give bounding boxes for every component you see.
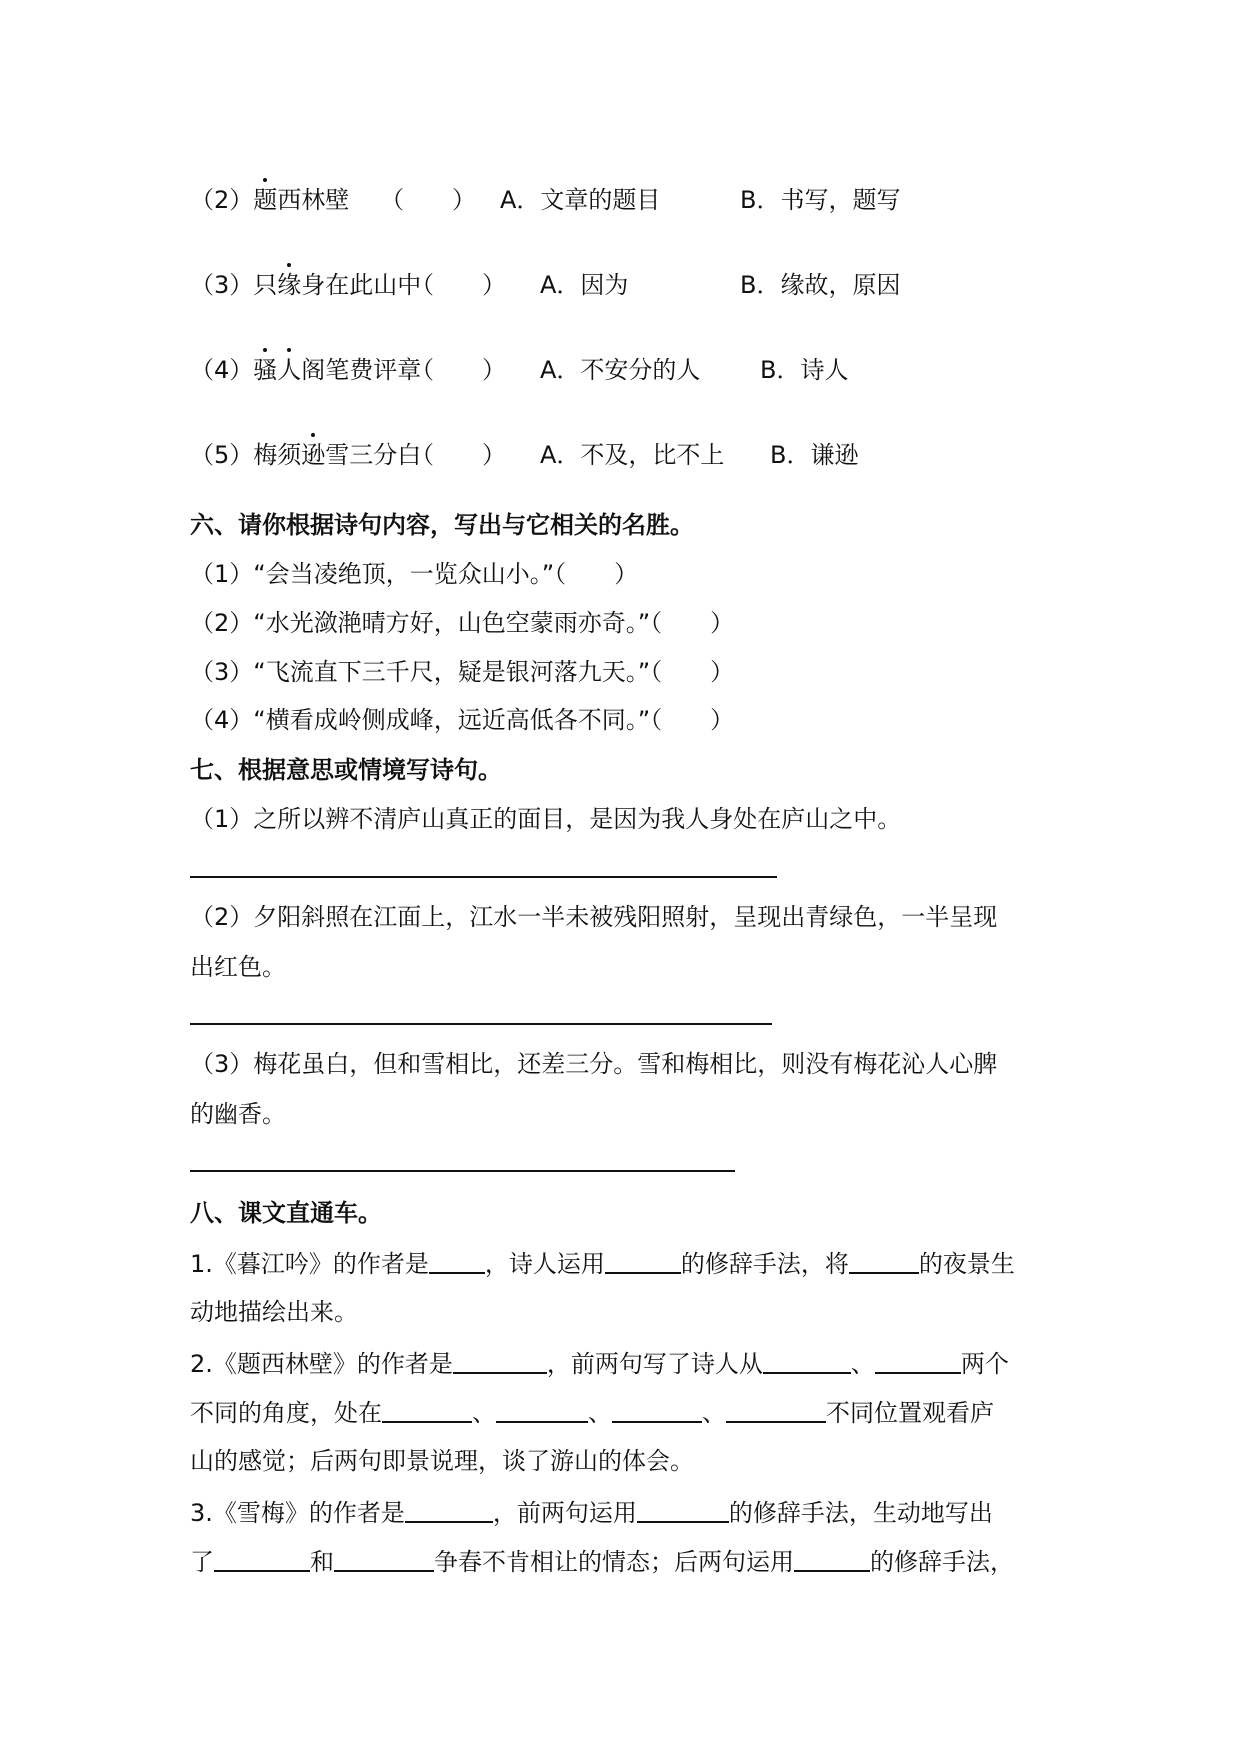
fill-blank[interactable] [875, 1348, 961, 1374]
question-text: 了 [190, 1548, 214, 1576]
fill-blank[interactable] [794, 1546, 870, 1572]
section-8-heading: 八、课文直通车。 [190, 1199, 382, 1227]
item-number: （2） [190, 186, 254, 214]
meaning-item-2 [190, 186, 950, 215]
fill-question-2-line3: 山的感觉；后两句即景说理，谈了游山的体会。 [190, 1447, 694, 1475]
question-text: 、 [472, 1399, 496, 1427]
dotted-character: 题 [253, 186, 278, 214]
phrase-text: 梅须 [253, 441, 302, 469]
fill-blank[interactable] [429, 1248, 485, 1274]
question-text: 的修辞手法， [870, 1548, 1014, 1576]
section-6-heading: 六、请你根据诗句内容，写出与它相关的名胜。 [190, 511, 694, 539]
fill-blank[interactable] [637, 1497, 729, 1523]
poem-question-1: （1）之所以辨不清庐山真正的面目，是因为我人身处在庐山之中。 [190, 805, 902, 833]
fill-blank[interactable] [453, 1348, 547, 1374]
question-text: 不同位置观看庐 [826, 1399, 994, 1427]
poem-question-2-cont: 出红色。 [190, 953, 286, 981]
fill-blank[interactable] [612, 1397, 702, 1423]
scenic-question-4[interactable]: （4）“横看成岭侧成峰，远近高低各不同。”（ ） [190, 706, 735, 734]
scenic-question-2[interactable]: （2）“水光潋滟晴方好，山色空蒙雨亦奇。”（ ） [190, 609, 735, 637]
meaning-item-3 [190, 271, 950, 300]
item-number: （3） [190, 271, 254, 299]
option-a[interactable]: A．文章的题目 [500, 186, 661, 214]
question-text: ，前两句运用 [492, 1499, 637, 1527]
meaning-item-4 [190, 356, 950, 385]
fill-question-3-line2 [190, 1546, 1014, 1577]
phrase-text: 西林壁 [277, 186, 350, 214]
answer-paren[interactable]: （ ） [410, 441, 506, 469]
poem-question-3: （3）梅花虽白，但和雪相比，还差三分。雪和梅相比，则没有梅花沁人心脾 [190, 1050, 998, 1078]
dotted-character: 缘 [277, 271, 302, 299]
fill-blank[interactable] [496, 1397, 588, 1423]
answer-line-2[interactable] [190, 1023, 772, 1025]
answer-paren[interactable]: （ ） [380, 186, 476, 214]
fill-question-2-line2 [190, 1397, 994, 1428]
fill-question-1-cont: 动地描绘出来。 [190, 1298, 358, 1326]
option-b[interactable]: B．缘故，原因 [740, 271, 901, 299]
poem-question-2: （2）夕阳斜照在江面上，江水一半未被残阳照射，呈现出青绿色，一半呈现 [190, 903, 998, 931]
question-text: 的修辞手法，将 [680, 1250, 849, 1278]
fill-question-1 [190, 1248, 1015, 1279]
answer-paren[interactable]: （ ） [410, 271, 506, 299]
scenic-question-1[interactable]: （1）“会当凌绝顶，一览众山小。”（ ） [190, 560, 639, 588]
question-text: 的夜景生 [918, 1250, 1015, 1278]
question-text: 3.《雪梅》的作者是 [190, 1499, 405, 1527]
question-text: 、 [702, 1399, 726, 1427]
question-text: 不同的角度，处在 [190, 1399, 382, 1427]
option-a[interactable]: A．不及，比不上 [540, 441, 725, 469]
meaning-item-5 [190, 441, 950, 470]
question-text: 争春不肯相让的情态；后两句运用 [434, 1548, 794, 1576]
fill-question-3 [190, 1497, 993, 1528]
fill-blank[interactable] [726, 1397, 826, 1423]
answer-paren[interactable]: （ ） [410, 356, 506, 384]
answer-line-3[interactable] [190, 1170, 735, 1172]
phrase-text: 身在此山中 [301, 271, 422, 299]
fill-blank[interactable] [334, 1546, 434, 1572]
option-a[interactable]: A．不安分的人 [540, 356, 701, 384]
fill-blank[interactable] [849, 1248, 919, 1274]
section-7-heading: 七、根据意思或情境写诗句。 [190, 756, 502, 784]
phrase-text: 阁笔费评章 [301, 356, 422, 384]
phrase-text: 雪三分白 [325, 441, 422, 469]
fill-blank[interactable] [605, 1248, 681, 1274]
question-text: ，前两句写了诗人从 [546, 1350, 763, 1378]
dotted-character: 骚 [253, 356, 278, 384]
question-text: 和 [310, 1548, 334, 1576]
dotted-character: 人 [277, 356, 302, 384]
option-b[interactable]: B．书写，题写 [740, 186, 901, 214]
fill-blank[interactable] [214, 1546, 310, 1572]
fill-question-2 [190, 1348, 1009, 1379]
question-text: 两个 [960, 1350, 1009, 1378]
question-text: 、 [588, 1399, 612, 1427]
option-b[interactable]: B．谦逊 [770, 441, 859, 469]
question-text: ，诗人运用 [484, 1250, 605, 1278]
scenic-question-3[interactable]: （3）“飞流直下三千尺，疑是银河落九天。”（ ） [190, 658, 735, 686]
question-text: 的修辞手法，生动地写出 [728, 1499, 993, 1527]
fill-blank[interactable] [405, 1497, 493, 1523]
question-text: 1.《暮江吟》的作者是 [190, 1250, 429, 1278]
item-number: （5） [190, 441, 254, 469]
poem-question-3-cont: 的幽香。 [190, 1100, 286, 1128]
option-a[interactable]: A．因为 [540, 271, 629, 299]
question-text: 2.《题西林壁》的作者是 [190, 1350, 453, 1378]
phrase-text: 只 [253, 271, 278, 299]
item-number: （4） [190, 356, 254, 384]
fill-blank[interactable] [763, 1348, 851, 1374]
dotted-character: 逊 [301, 441, 326, 469]
answer-line-1[interactable] [190, 876, 777, 878]
fill-blank[interactable] [382, 1397, 472, 1423]
option-b[interactable]: B．诗人 [760, 356, 849, 384]
question-text: 、 [850, 1350, 875, 1378]
